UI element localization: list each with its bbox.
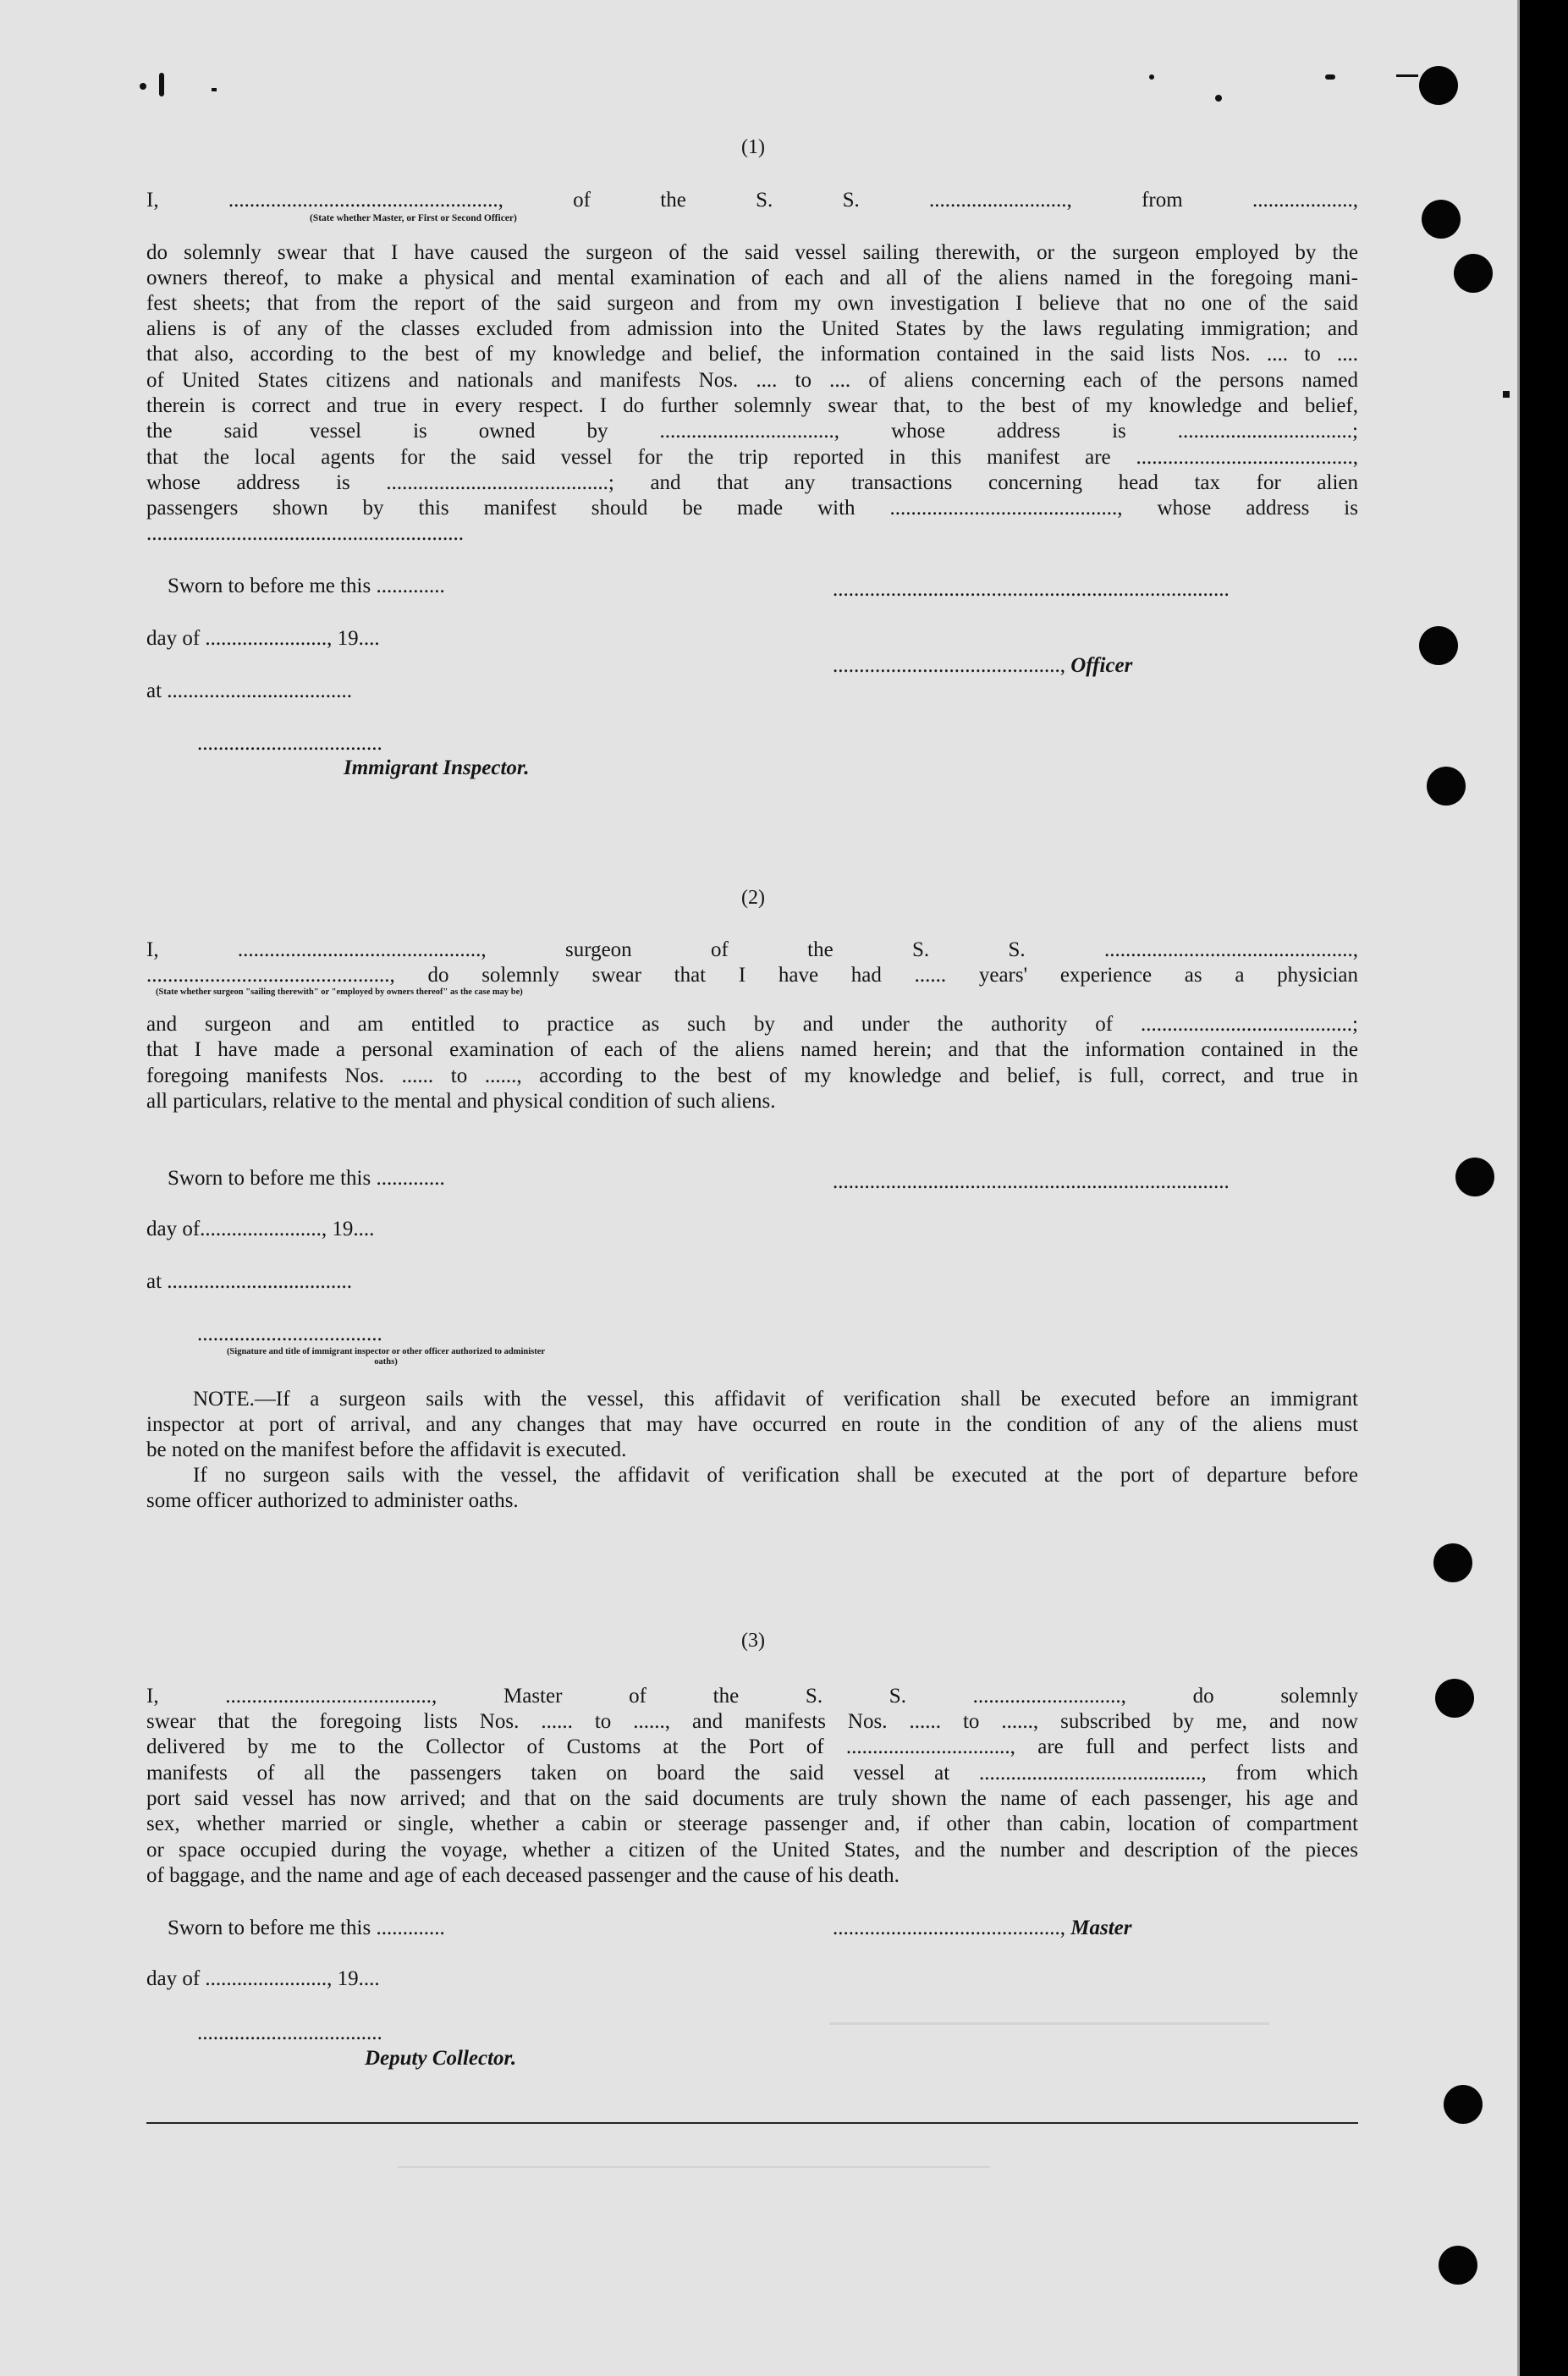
master-paragraph-line: I, ......................................., Master of the S. S. ............................, do solemnly [146, 1685, 1358, 1708]
ink-speck [1503, 391, 1510, 398]
section-number: (2) [741, 887, 765, 909]
note-paragraph-line: NOTE.—If a surgeon sails with the vessel, this affidavit of verification shall be executed before an immigrant [193, 1388, 1358, 1411]
officer-note: (State whether Master, or First or Second Officer) [310, 213, 517, 223]
ink-speck [1149, 74, 1154, 80]
officer-label: Officer [1070, 654, 1133, 677]
oath-paragraph-line: fest sheets; that from the report of the said surgeon and from my own investigation I believe that no one of the said [146, 292, 1358, 315]
master-paragraph-line: or space occupied during the voyage, whether a citizen of the United States, and the number and description of the pieces [146, 1839, 1358, 1862]
ink-speck [140, 83, 146, 90]
surgeon-paragraph-line: that I have made a personal examination of each of the aliens named herein; and that the information contained in the [146, 1038, 1358, 1061]
section-number: (1) [741, 136, 765, 158]
sworn-before-line: Sworn to before me this ............. [168, 575, 445, 597]
signature-note: (Signature and title of immigrant inspector or other officer authorized to administer oaths) [226, 1347, 546, 1367]
oath-paragraph-line: owners thereof, to make a physical and mental examination of each and all of the aliens named in the foregoing mani- [146, 267, 1358, 289]
day-of-line: day of ......................., 19.... [146, 1967, 380, 1990]
ink-speck [1325, 74, 1335, 80]
bleed-through-text [355, 127, 371, 152]
master-paragraph-line: swear that the foregoing lists Nos. ...... to ......, and manifests Nos. ...... to ......, subscribed by me, and now [146, 1710, 1358, 1733]
oath-paragraph-line: therein is correct and true in every respect. I do further solemnly swear that, to the best of my knowledge and belief, [146, 394, 1358, 417]
master-paragraph-line: manifests of all the passengers taken on board the said vessel at .........................................., from which [146, 1762, 1358, 1785]
oath-paragraph-line: that the local agents for the said vessel for the trip reported in this manifest are ........................................., [146, 446, 1358, 469]
punch-hole [1455, 1158, 1494, 1196]
punch-hole [1444, 2085, 1483, 2124]
oath-paragraph-line: passengers shown by this manifest should be made with ..........................................., whose address is [146, 497, 1358, 520]
collector-signature-line: ................................... [197, 2021, 382, 2044]
immigrant-inspector-label: Immigrant Inspector. [344, 756, 530, 779]
at-line: at ................................... [146, 1270, 353, 1293]
master-signature-line [833, 1916, 1131, 1941]
signature-line: ........................................................................... [833, 578, 1230, 601]
master-paragraph-line: sex, whether married or single, whether a cabin or steerage passenger and, if other than cabin, location of compartment [146, 1812, 1358, 1835]
punch-hole [1427, 767, 1466, 806]
ink-speck [159, 73, 164, 96]
section2-second-line: .............................................., do solemnly swear that I have had ...... years' experience as a physician [146, 964, 1358, 987]
punch-hole [1422, 200, 1461, 239]
section-number: (3) [741, 1630, 765, 1652]
oath-paragraph-line: do solemnly swear that I have caused the surgeon of the said vessel sailing therewith, or the surgeon employed by the [146, 241, 1358, 264]
surgeon-note: (State whether surgeon "sailing therewith" or "employed by owners thereof" as the case may be) [156, 987, 523, 997]
deputy-collector-label: Deputy Collector. [365, 2047, 517, 2070]
punch-hole [1419, 626, 1458, 665]
day-of-line: day of ......................., 19.... [146, 627, 380, 650]
master-paragraph-line: port said vessel has now arrived; and that on the said documents are truly shown the name of each passenger, his age and [146, 1787, 1358, 1810]
oath-paragraph-line: ............................................................ [146, 522, 464, 545]
ink-speck [1215, 95, 1222, 102]
bleed-through-text [829, 2022, 1269, 2118]
punch-hole [1454, 254, 1493, 293]
surgeon-paragraph-line: foregoing manifests Nos. ...... to ......, according to the best of my knowledge and belief, is full, correct, and true in [146, 1064, 1358, 1087]
bleed-through-stamp [398, 2132, 990, 2168]
signature-line: ........................................................................... [833, 1170, 1230, 1193]
master-paragraph-line: of baggage, and the name and age of each deceased passenger and the cause of his death. [146, 1864, 900, 1887]
inspector-signature-line: ................................... [197, 1323, 382, 1345]
inspector-signature-line: ................................... [197, 732, 382, 755]
section1-first-line: I, ..................................................., of the S. S. .........................., from ..................., [146, 189, 1358, 212]
sworn-before-line: Sworn to before me this ............. [168, 1167, 445, 1190]
note-paragraph-line: be noted on the manifest before the affidavit is executed. [146, 1438, 627, 1461]
punch-hole [1433, 1543, 1472, 1582]
master-paragraph-line: delivered by me to the Collector of Customs at the Port of ..............................., are full and perfect lists and [146, 1735, 1358, 1758]
bottom-rule [146, 2122, 1358, 2124]
ink-speck [212, 88, 217, 91]
ink-speck [1396, 74, 1418, 77]
officer-dots: ..........................................., [833, 654, 1071, 677]
surgeon-paragraph-line: all particulars, relative to the mental and physical condition of such aliens. [146, 1090, 776, 1113]
note-paragraph-line: some officer authorized to administer oaths. [146, 1489, 519, 1512]
master-label: Master [1070, 1917, 1132, 1939]
day-of-line: day of......................., 19.... [146, 1218, 375, 1240]
oath-paragraph-line: whose address is ..........................................; and that any transactions concerning head tax for alien [146, 471, 1358, 494]
oath-paragraph-line: that also, according to the best of my knowledge and belief, the information contained in the said lists Nos. .... to .... [146, 343, 1358, 366]
at-line: at ................................... [146, 679, 353, 702]
punch-hole [1435, 1679, 1474, 1718]
sworn-before-line: Sworn to before me this ............. [168, 1917, 445, 1939]
punch-hole [1439, 2246, 1477, 2285]
officer-signature-line [833, 653, 1132, 679]
note-paragraph-line: If no surgeon sails with the vessel, the affidavit of verification shall be executed at the port of departure before [193, 1464, 1358, 1487]
punch-hole [1419, 66, 1458, 105]
section2-first-line: I, .............................................., surgeon of the S. S. ..............................................., [146, 938, 1358, 961]
oath-paragraph-line: the said vessel is owned by ................................., whose address is .................................; [146, 420, 1358, 443]
oath-paragraph-line: of United States citizens and nationals and manifests Nos. .... to .... of aliens concerning each of the persons named [146, 369, 1358, 392]
oath-paragraph-line: aliens is of any of the classes excluded from admission into the United States by the laws regulating immigration; and [146, 317, 1358, 340]
master-dots: ..........................................., [833, 1917, 1071, 1939]
surgeon-paragraph-line: and surgeon and am entitled to practice as such by and under the authority of ........................................; [146, 1013, 1358, 1036]
note-paragraph-line: inspector at port of arrival, and any changes that may have occurred en route in the condition of any of the aliens must [146, 1413, 1358, 1436]
